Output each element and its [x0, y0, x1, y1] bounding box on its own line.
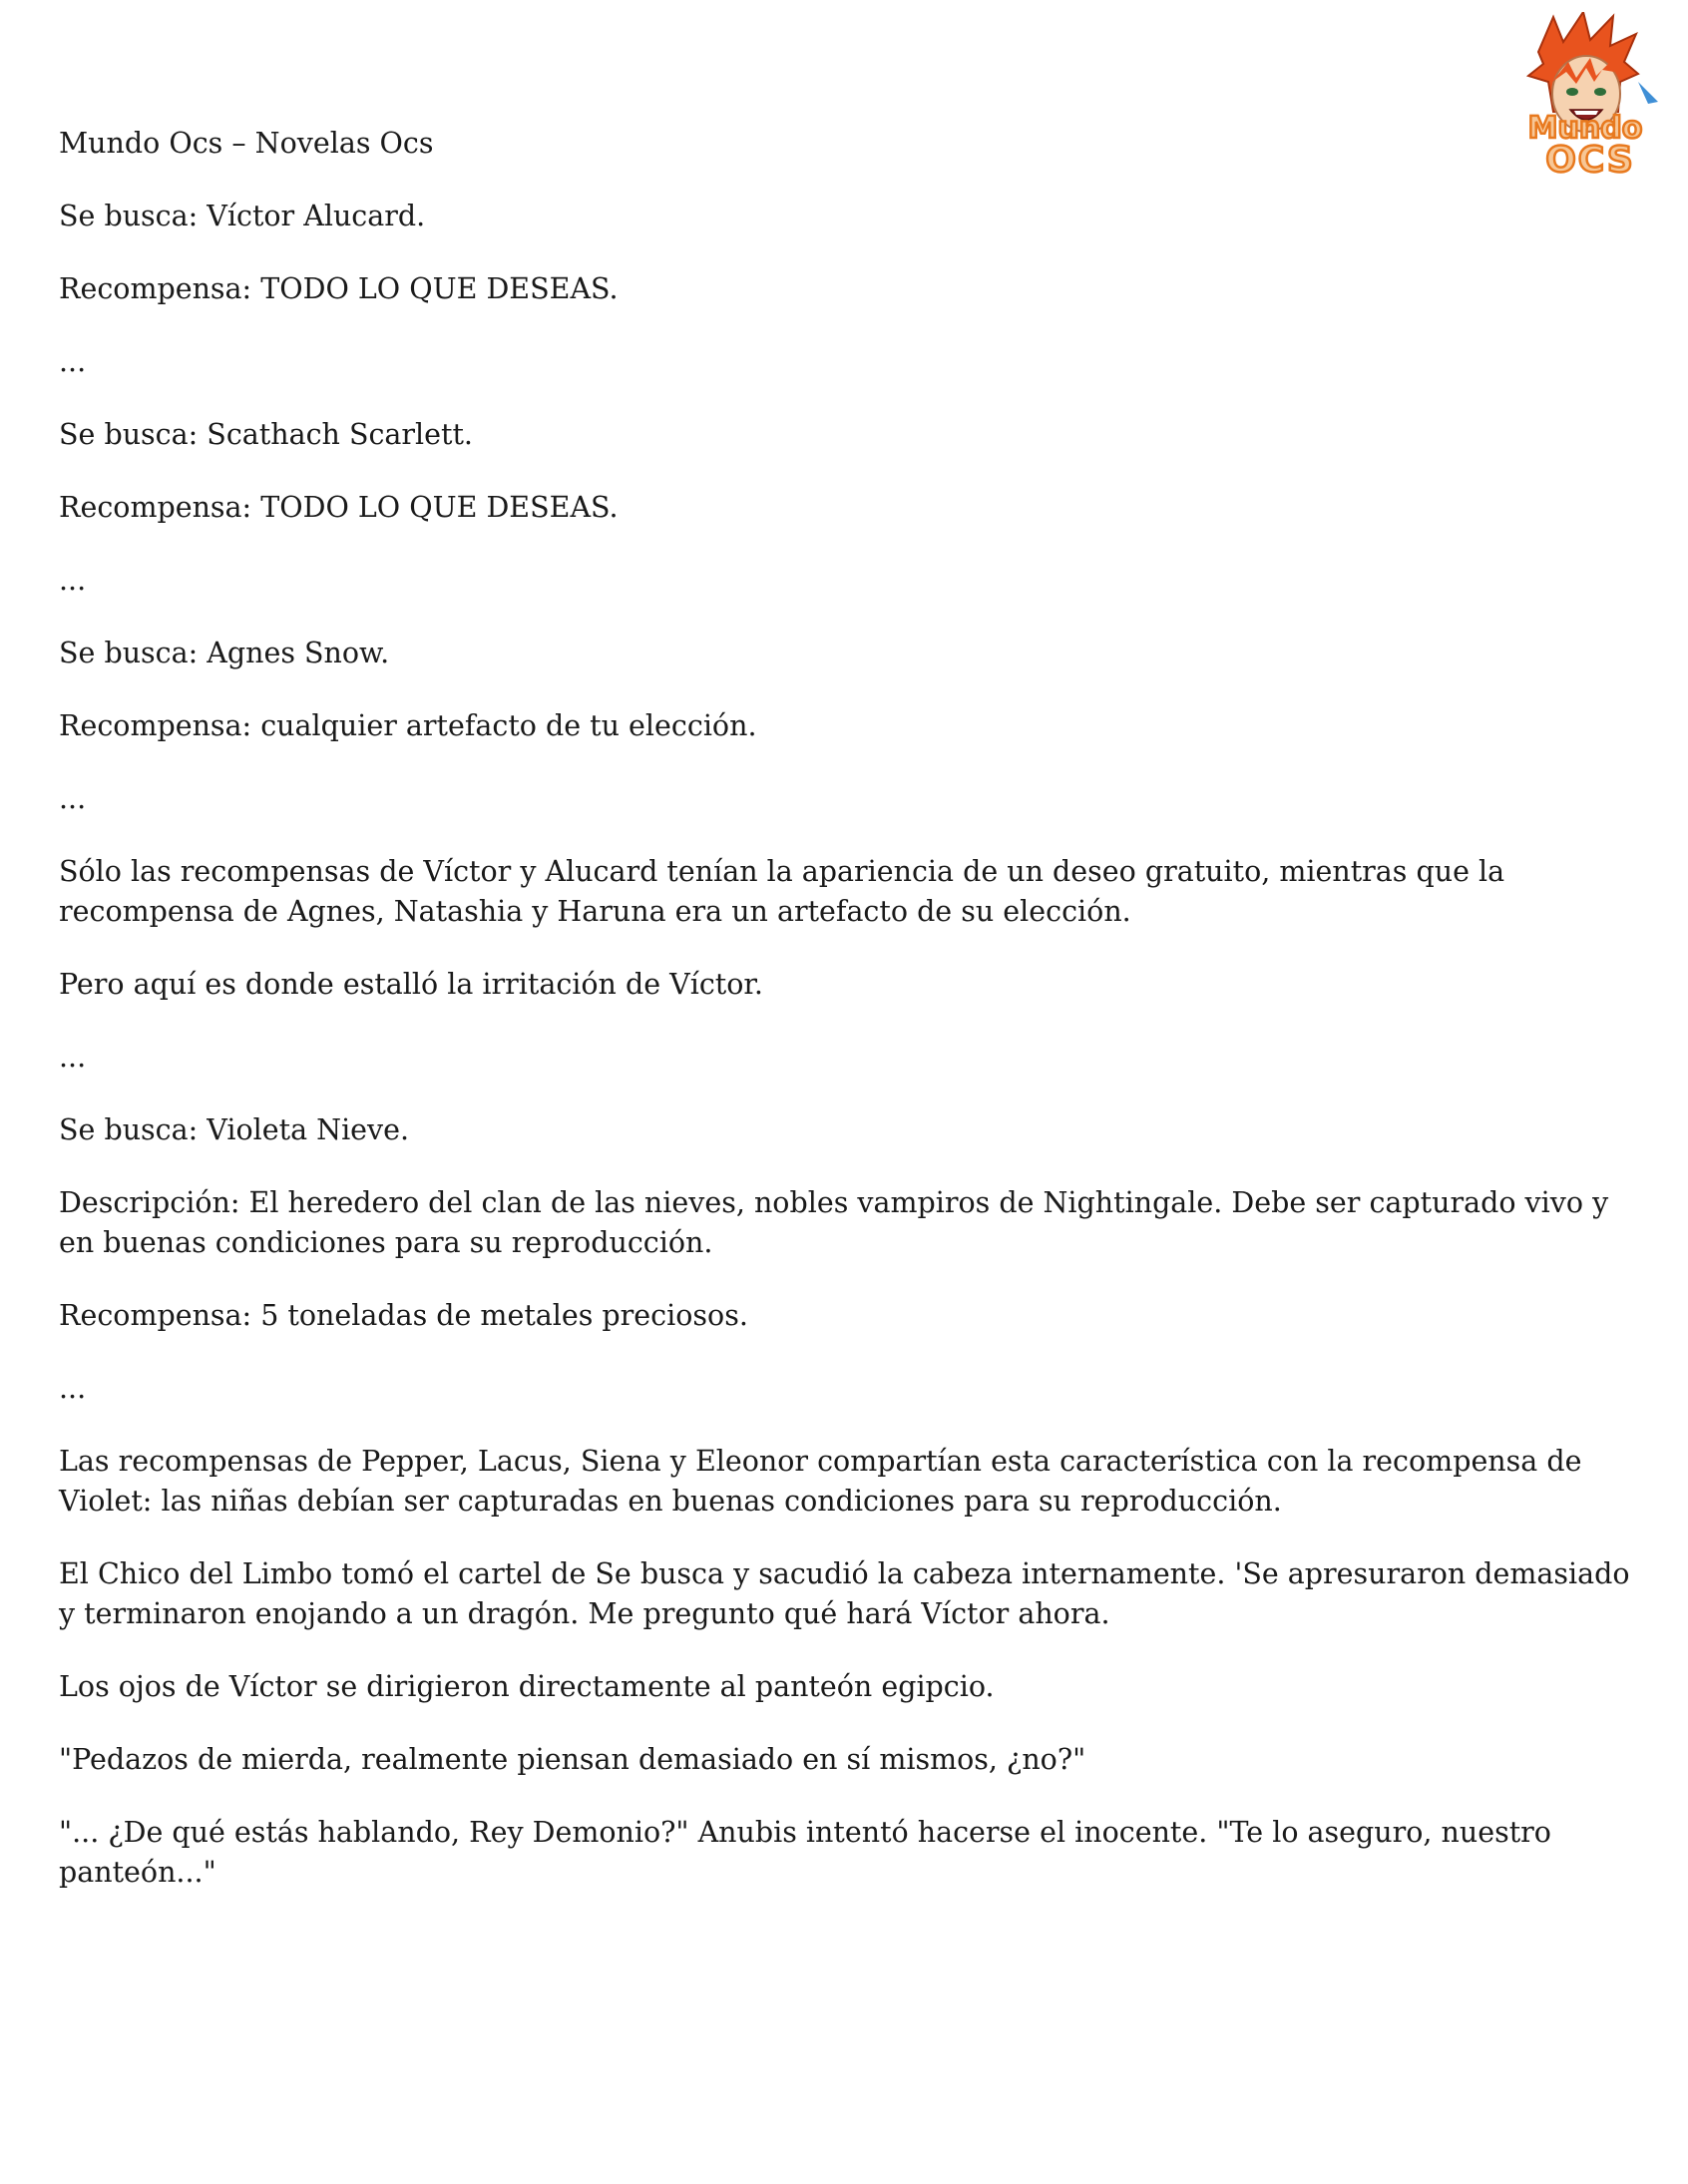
separator-ellipsis: ... [59, 1372, 87, 1405]
separator-ellipsis: ... [59, 1041, 87, 1074]
paragraph: Pero aquí es donde estalló la irritación de Víctor. [59, 968, 763, 1001]
page-header-text: Mundo Ocs – Novelas Ocs [59, 127, 434, 160]
logo-text-ocs: OCS [1545, 140, 1635, 181]
paragraph: Recompensa: TODO LO QUE DESEAS. [59, 491, 619, 524]
paragraph: Se busca: Violeta Nieve. [59, 1113, 410, 1146]
paragraph: "Pedazos de mierda, realmente piensan demasiado en sí mismos, ¿no?" [59, 1743, 1086, 1776]
paragraph: Descripción: El heredero del clan de las nieves, nobles vampiros de Nightingale. Debe ser capturado vivo y en buenas condiciones para su reproducción. [59, 1186, 1609, 1259]
separator-ellipsis: ... [59, 564, 87, 597]
paragraph: Recompensa: 5 toneladas de metales preciosos. [59, 1299, 748, 1332]
paragraph: Recompensa: cualquier artefacto de tu elección. [59, 709, 757, 742]
paragraph: Se busca: Víctor Alucard. [59, 200, 426, 232]
separator-ellipsis: ... [59, 345, 87, 378]
paragraph: El Chico del Limbo tomó el cartel de Se busca y sacudió la cabeza internamente. 'Se apresuraron demasiado y terminaron enojando a un dragón. Me pregunto qué hará Víctor ahora. [59, 1557, 1630, 1630]
paragraph: Se busca: Scathach Scarlett. [59, 418, 473, 451]
document-body [59, 124, 1645, 1926]
paragraph: Recompensa: TODO LO QUE DESEAS. [59, 272, 619, 305]
logo-text-mundo: Mundo [1527, 111, 1643, 146]
paragraph: "... ¿De qué estás hablando, Rey Demonio?" Anubis intentó hacerse el inocente. "Te lo aseguro, nuestro panteón..." [59, 1816, 1551, 1889]
separator-ellipsis: ... [59, 782, 87, 815]
paragraph: Sólo las recompensas de Víctor y Alucard tenían la apariencia de un deseo gratuito, mientras que la recompensa de Agnes, Natashia y Haruna era un artefacto de su elección. [59, 855, 1505, 928]
paragraph: Los ojos de Víctor se dirigieron directamente al panteón egipcio. [59, 1670, 995, 1703]
paragraph: Las recompensas de Pepper, Lacus, Siena y Eleonor compartían esta característica con la recompensa de Violet: las niñas debían ser capturadas en buenas condiciones para su reproducción. [59, 1445, 1582, 1518]
paragraph: Se busca: Agnes Snow. [59, 637, 390, 669]
